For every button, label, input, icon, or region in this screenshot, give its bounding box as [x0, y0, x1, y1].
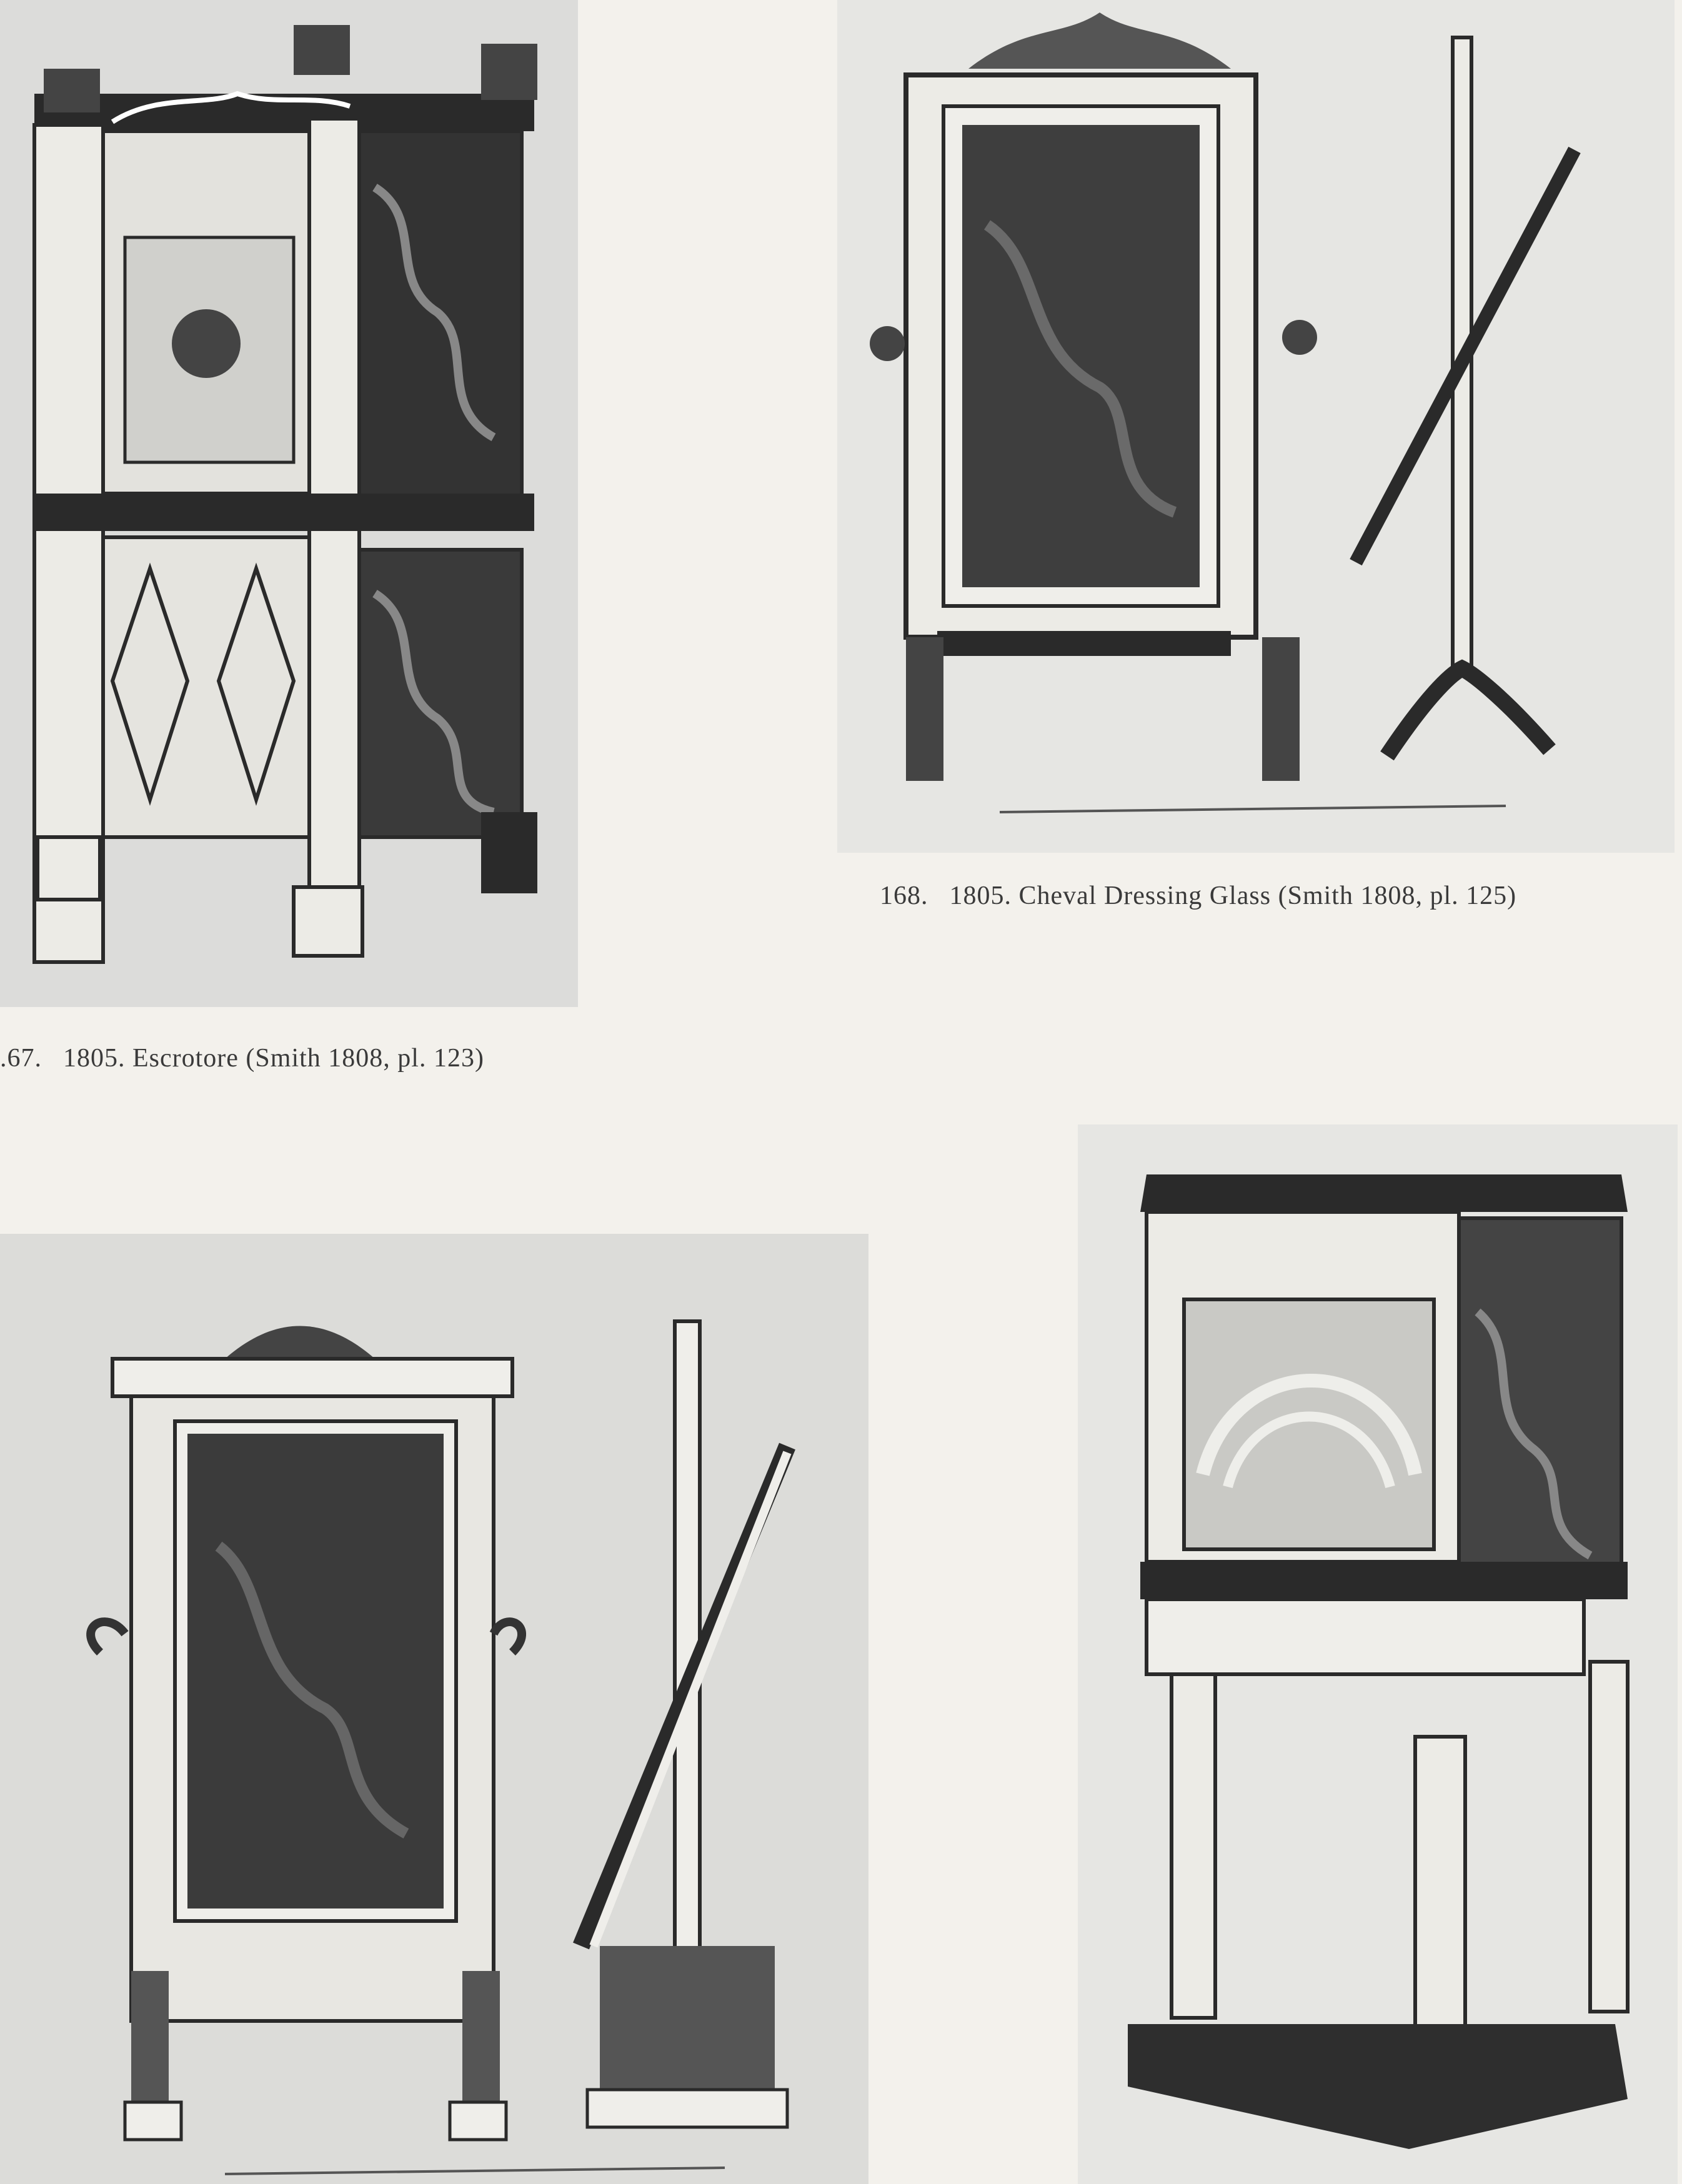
caption-text: 1805. Escrotore (Smith 1808, pl. 123) [63, 1044, 484, 1073]
caption-fig167 [0, 1043, 484, 1073]
caption-number: .67. [0, 1044, 42, 1073]
cabinet-on-stand-illustration [1078, 1124, 1678, 2184]
caption-fig168 [880, 881, 1516, 911]
cheval-glass-illustration [837, 0, 1675, 853]
caption-number: 168. [880, 881, 928, 910]
plate-cheval-glass-griffin [0, 1234, 868, 2184]
plate-cabinet-on-stand [1078, 1124, 1678, 2184]
plate-cheval-dressing-glass [837, 0, 1675, 853]
caption-text: 1805. Cheval Dressing Glass (Smith 1808, pl. 125) [949, 881, 1517, 910]
cheval-glass-griffin-illustration [0, 1234, 868, 2184]
escritoire-illustration [0, 0, 578, 1007]
plate-escritoire [0, 0, 578, 1007]
